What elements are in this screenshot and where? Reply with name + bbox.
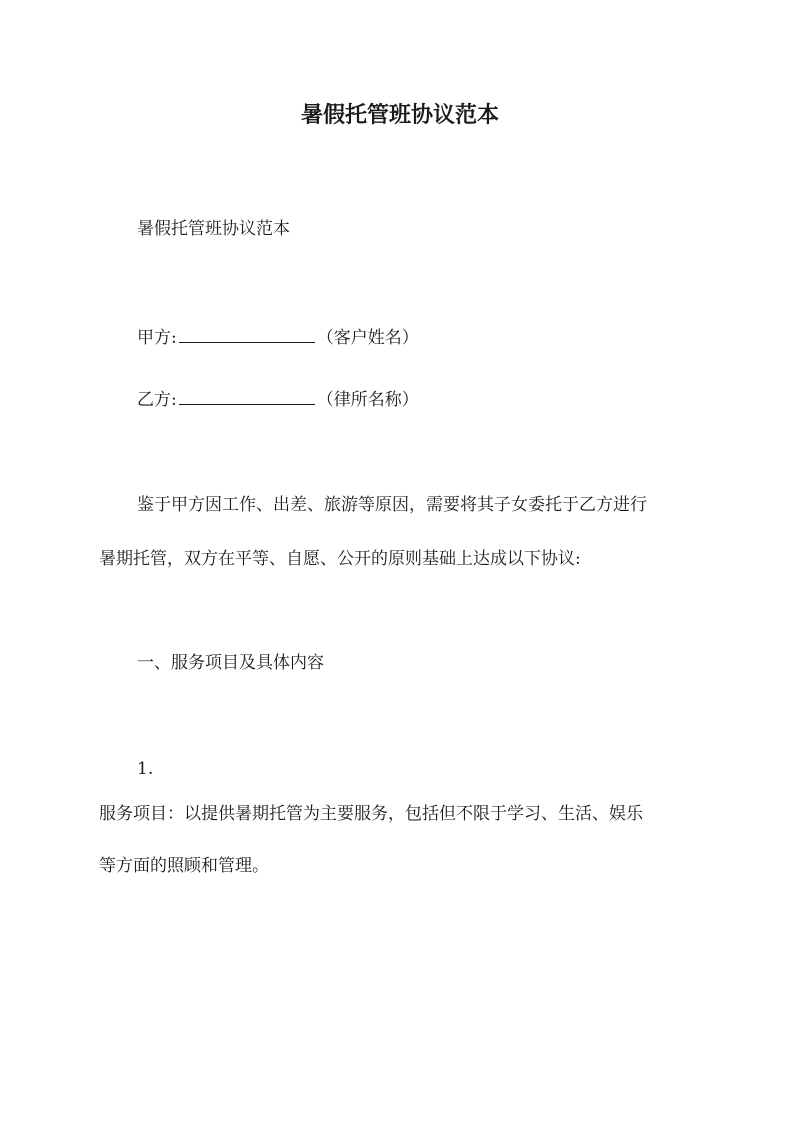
preamble-line-1: 鉴于甲方因工作、出差、旅游等原因，需要将其子女委托于乙方进行 bbox=[137, 495, 647, 515]
preamble-line-2: 暑期托管，双方在平等、自愿、公开的原则基础上达成以下协议: bbox=[99, 549, 581, 569]
document-title: 暑假托管班协议范本 bbox=[300, 102, 499, 128]
party-b-label: 乙方: bbox=[137, 390, 177, 410]
party-b-line bbox=[137, 388, 419, 411]
item-1-line-2: 等方面的照顾和管理。 bbox=[99, 856, 269, 876]
party-a-blank bbox=[179, 326, 315, 343]
party-a-note: （客户姓名） bbox=[316, 328, 419, 348]
party-b-blank bbox=[179, 388, 315, 405]
item-1-number: 1. bbox=[137, 759, 154, 779]
party-a-line bbox=[137, 326, 419, 349]
party-a-label: 甲方: bbox=[137, 328, 177, 348]
item-1-line-1: 服务项目：以提供暑期托管为主要服务，包括但不限于学习、生活、娱乐 bbox=[99, 804, 643, 824]
party-b-note: （律所名称） bbox=[316, 390, 419, 410]
document-subtitle: 暑假托管班协议范本 bbox=[137, 219, 290, 239]
section-1-heading: 一、服务项目及具体内容 bbox=[137, 653, 324, 673]
